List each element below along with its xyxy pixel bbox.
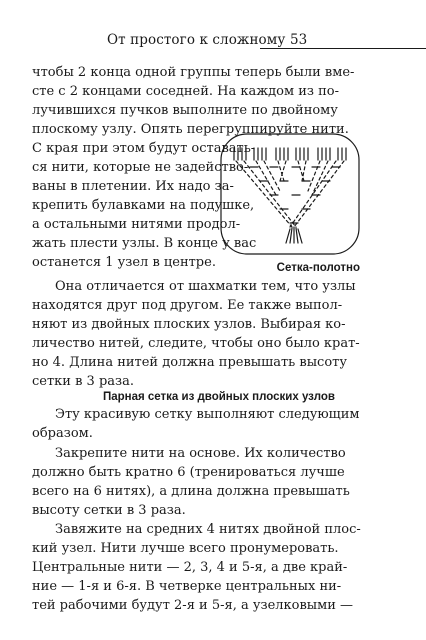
text-line: ние — 1-я и 6-я. В четверке центральных ни-	[32, 579, 342, 594]
text-line: а остальными нитями продол-	[32, 217, 241, 232]
text-line: образом.	[32, 426, 93, 441]
text-line: Завяжите на средних 4 нитях двойной плос-	[55, 522, 361, 537]
knot-diagram-icon	[220, 133, 360, 255]
header-rule	[260, 48, 426, 49]
text-line: лучившихся пучков выполните по двойному	[32, 103, 338, 118]
paragraph-2	[32, 444, 350, 520]
text-line: плоскому узлу. Опять перегруппируйте нити.	[32, 122, 349, 137]
text-line: находятся друг под другом. Ее также выпол-	[32, 298, 343, 313]
text-line: Она отличается от шахматки тем, что узлы	[55, 279, 356, 294]
paragraph-set-polotno	[32, 277, 360, 391]
text-line: чтобы 2 конца одной группы теперь были вме-	[32, 65, 355, 80]
text-line: должно быть кратно 6 (тренироваться лучше	[32, 465, 345, 480]
text-line: С края при этом будут оставать-	[32, 141, 256, 156]
running-head	[107, 30, 407, 52]
text-line: кий узел. Нити лучше всего пронумеровать.	[32, 541, 339, 556]
text-line: личество нитей, следите, чтобы оно было крат-	[32, 336, 360, 351]
section-heading-set-polotno: Сетка-полотно	[276, 262, 360, 274]
text-line: ваны в плетении. Их надо за-	[32, 179, 234, 194]
section-heading-paired-net: Парная сетка из двойных плоских узлов	[102, 391, 335, 403]
text-line: сте с 2 концами соседней. На каждом из по-	[32, 84, 340, 99]
text-line: крепить булавками на подушке,	[32, 198, 255, 213]
text-line: останется 1 узел в центре.	[32, 255, 216, 270]
text-line: Центральные нити — 2, 3, 4 и 5-я, а две край-	[32, 560, 348, 575]
paragraph-1	[32, 405, 360, 443]
text-line: всего на 6 нитях), а длина должна превышать	[32, 484, 350, 499]
text-line: тей рабочими будут 2-я и 5-я, а узелковыми —	[32, 598, 354, 613]
text-line: няют из двойных плоских узлов. Выбирая ко-	[32, 317, 346, 332]
text-line: высоту сетки в 3 раза.	[32, 503, 186, 518]
text-line: сетки в 3 раза.	[32, 374, 134, 389]
text-line: но 4. Длина нитей должна превышать высоту	[32, 355, 348, 370]
text-line: жать плести узлы. В конце у вас	[32, 236, 257, 251]
paragraph-3	[32, 520, 361, 615]
running-title: От простого к сложному	[107, 32, 286, 48]
page-number: 53	[290, 32, 308, 48]
text-line: ся нити, которые не задейство-	[32, 160, 249, 175]
text-line: Эту красивую сетку выполняют следующим	[55, 407, 360, 422]
text-line: Закрепите нити на основе. Их количество	[55, 446, 346, 461]
